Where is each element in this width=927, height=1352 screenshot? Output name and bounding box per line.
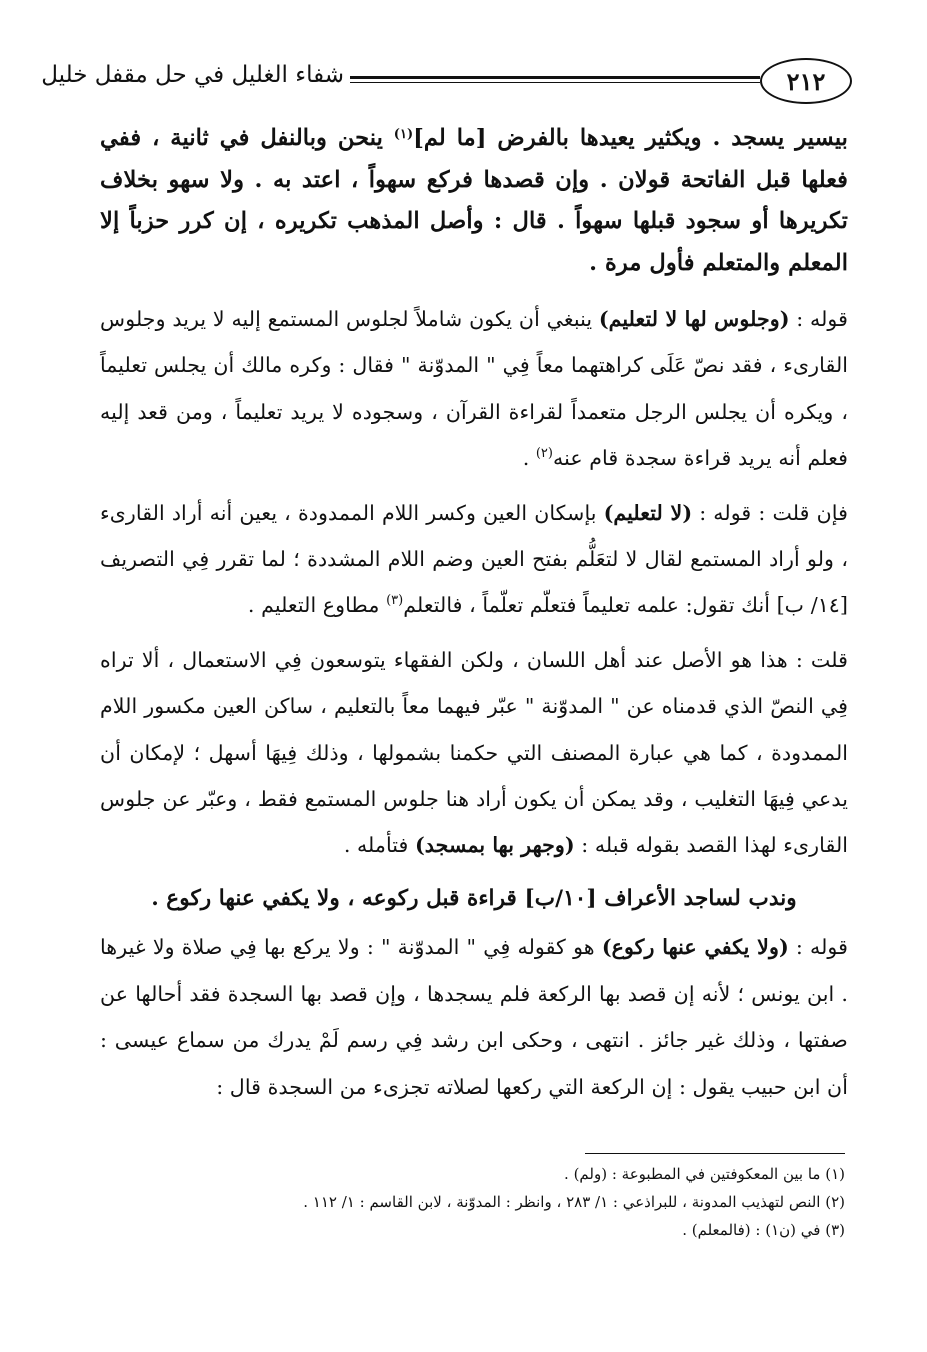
footnote-rule — [585, 1153, 845, 1154]
quoted-matn: (ولا يكفي عنها ركوع) — [601, 935, 789, 960]
header-rule — [350, 76, 760, 83]
page-header — [41, 58, 852, 108]
commentary-paragraph-3 — [100, 637, 848, 869]
footnote-ref-2: (٢) — [535, 446, 553, 462]
paragraph-text: ينبغي أن يكون شاملاً لجلوس المستمع إليه لا يريد وجلوس القارىء ، فقد نصّ عَلَى كراهتهما معاً فِي " المدوّنة " فقال : وكره مالك أن يجلس تعليماً ، ويكره أن يجلس الرجل متعمداً لقراءة القرآن ، وسجوده لا يريد تعليماً ، ومن قعد إليه فعلم أنه يريد قراءة سجدة قام عنه — [100, 307, 848, 471]
commentary-paragraph-4 — [100, 924, 848, 1110]
matn-block-2: وندب لساجد الأعراف [١٠/ب] قراءة قبل ركوعه ، ولا يكفي عنها ركوع . — [151, 885, 797, 911]
paragraph-lead: قوله : — [789, 307, 849, 331]
matn-block-1 — [100, 118, 848, 284]
matn-text: بيسير يسجد . ويكثير يعيدها بالفرض [ما لم] — [413, 125, 848, 151]
paragraph-end: فتأمله . — [343, 833, 415, 858]
footnote-ref-3: (٣) — [386, 593, 404, 609]
page-body — [100, 118, 848, 1118]
footnote-ref-1: (١) — [393, 127, 414, 142]
footnote-1: (١) ما بين المعكوفتين في المطبوعة : (ولم) . — [564, 1165, 845, 1183]
paragraph-text: بإسكان العين وكسر اللام الممدودة ، يعين أنه أراد القارىء ، ولو أراد المستمع لقال لا لتعَلُّم بفتح العين وضم اللام المشددة ؛ لما تقرر فِي التصريف [١٤/ ب] أنك تقول: علمه تعليماً فتعلّم تعلّماً ، فالتعلم — [100, 500, 848, 618]
footnote-3: (٣) في (ن١) : (فالمعلم) . — [682, 1221, 845, 1239]
paragraph-lead: قلت : هذا هو الأصل عند أهل اللسان ، ولكن الفقهاء يتوسعون فِي الاستعمال ، ألا تراه فِي النصّ الذي قدمناه عن " المدوّنة " عبّر فيهما معاً بالتعليم ، ساكن العين مكسور اللام الممدودة ، كما هي عبارة المصنف التي حكمنا بشمولها ، وذلك فِيهَا أسهل ؛ لإمكان أن يدعي فِيهَا التغليب ، وقد يمكن أن يكون أراد هنا جلوس المستمع فقط ، وعبّر عن جلوس القارىء لهذا القصد بقوله قبله : — [100, 647, 848, 858]
paragraph-text: هو كقوله فِي " المدوّنة " : ولا يركع بها فِي صلاة ولا غيرها . ابن يونس ؛ لأنه إن قصد بها الركعة فلم يسجدها ، وإن قصد بها السجدة فقد أحالها عن صفتها ، وذلك غير جائز . انتهى ، وحكى ابن رشد فِي رسم لَمْ يدرك من سماع عيسى : أن ابن حبيب يقول : إن الركعة التي ركعها لصلاته تجزىء من السجدة قال : — [100, 935, 848, 1099]
quoted-matn: (وجهر بها بمسجد) — [415, 833, 575, 858]
book-title: شفاء الغليل في حل مقفل خليل — [41, 62, 344, 88]
footnotes — [85, 1160, 845, 1244]
paragraph-end: مطاوع التعليم . — [247, 593, 387, 618]
commentary-paragraph-2 — [100, 490, 848, 629]
quoted-matn: (وجلوس لها لا لتعليم) — [598, 307, 790, 331]
quoted-matn: (لا لتعليم) — [603, 500, 693, 525]
page-number: ٢١٢ — [760, 58, 852, 104]
commentary-paragraph-1 — [100, 296, 848, 482]
paragraph-end: . — [522, 446, 536, 471]
footnote-2: (٢) النص لتهذيب المدونة ، للبراذعي : ١/ ٢٨٣ ، وانظر : المدوّنة ، لابن القاسم : ١/ ١١٢ . — [303, 1193, 845, 1211]
paragraph-lead: قوله : — [788, 935, 848, 960]
paragraph-lead: فإن قلت : قوله : — [692, 500, 849, 525]
matn-text-rest: ينحن وبالنفل في ثانية ، ففي فعلها قبل الفاتحة قولان . وإن قصدها فركع سهواً ، اعتد به . ولا سهو بخلاف تكريرها أو سجود قبلها سهواً . قال : وأصل المذهب تكريره ، إن كرر حزباً إلا المعلم والمتعلم فأول مرة . — [100, 125, 848, 276]
